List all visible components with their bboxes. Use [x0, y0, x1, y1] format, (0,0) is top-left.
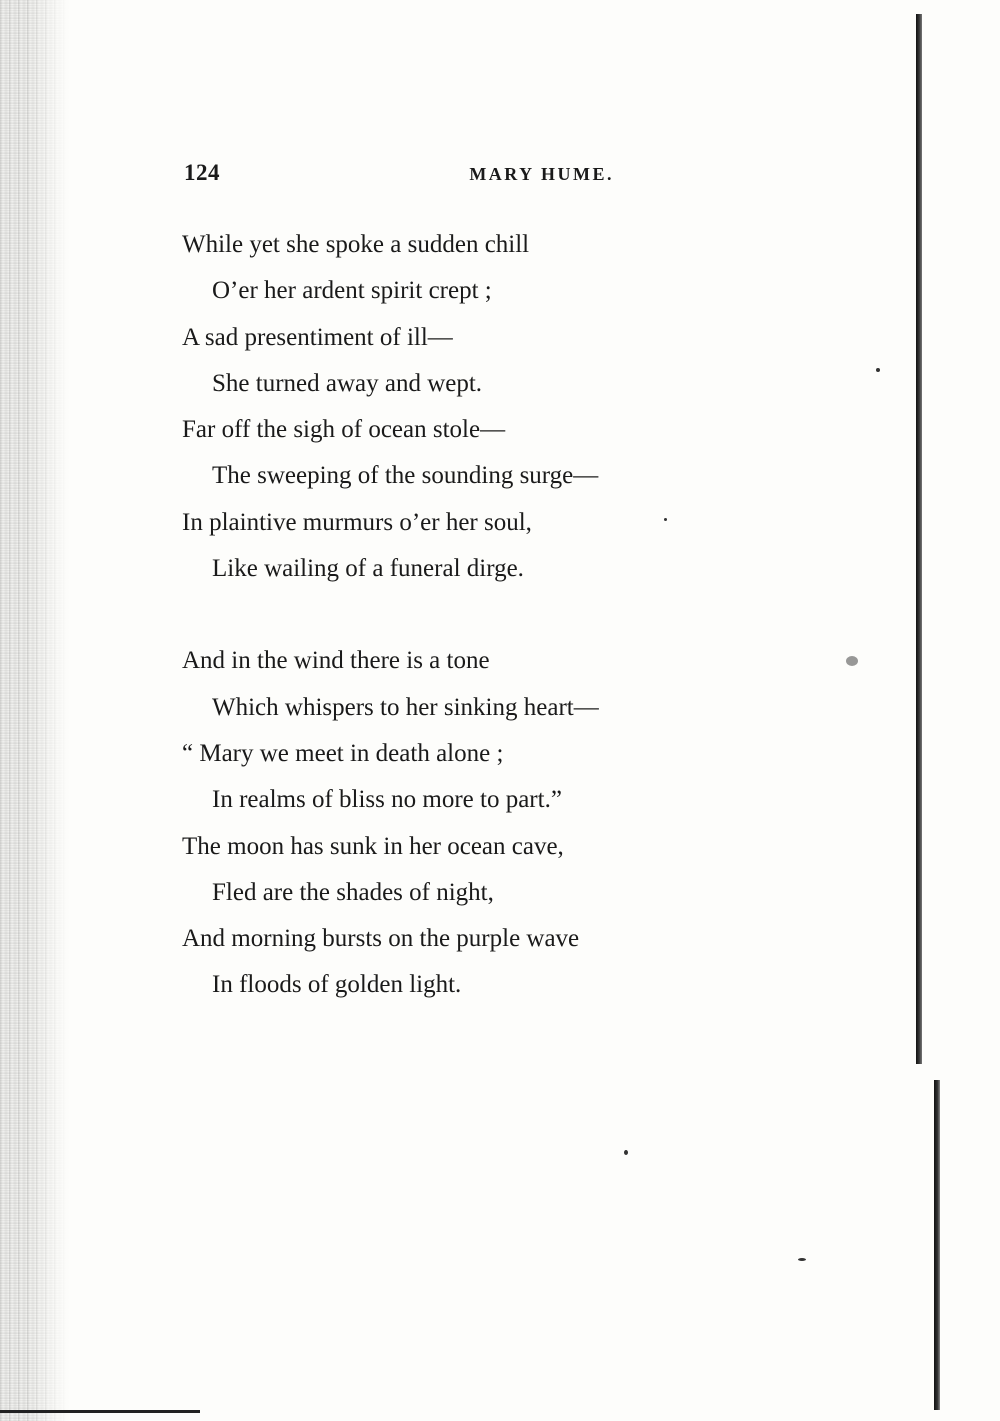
scan-speck: [876, 368, 880, 372]
poem-line: Which whispers to her sinking heart—: [212, 693, 599, 721]
poem-line: The moon has sunk in her ocean cave,: [182, 832, 564, 860]
poem-line: And morning bursts on the purple wave: [182, 925, 580, 953]
poem-line: While yet she spoke a sudden chill: [182, 231, 530, 258]
poem-line: In realms of bliss no more to part.”: [212, 786, 562, 814]
scan-binding-right-lower: [934, 1080, 940, 1410]
poem-line: In plaintive murmurs o’er her soul,: [182, 508, 532, 536]
stanza-break: [182, 592, 742, 638]
poem-line: And in the wind there is a tone: [182, 647, 490, 675]
poem-line: O’er her ardent spirit crept ;: [212, 277, 492, 305]
running-title: MARY HUME.: [469, 164, 614, 184]
poem-line: Like wailing of a funeral dirge.: [212, 555, 524, 583]
scan-speck: [798, 1258, 806, 1261]
scan-gutter-left: [0, 0, 70, 1421]
stanza-2: [182, 638, 742, 1008]
scan-edge-bottom: [0, 1410, 200, 1413]
poem-line: Fled are the shades of night,: [212, 878, 494, 906]
page-number: 124: [184, 160, 220, 185]
poem-line: The sweeping of the sounding surge—: [212, 462, 599, 490]
poem-line: She turned away and wept.: [212, 369, 483, 397]
poem-line: Far off the sigh of ocean stole—: [182, 416, 506, 444]
poem-body: [182, 222, 742, 1009]
page-header: [184, 160, 614, 194]
poem-line: A sad presentiment of ill—: [182, 323, 453, 351]
poem-line: In floods of golden light.: [212, 971, 462, 999]
scan-speck: [846, 656, 858, 666]
stanza-1: [182, 222, 742, 592]
poem-line: “ Mary we meet in death alone ;: [182, 739, 504, 767]
scan-speck: [624, 1150, 628, 1155]
scan-binding-right: [916, 14, 922, 1064]
